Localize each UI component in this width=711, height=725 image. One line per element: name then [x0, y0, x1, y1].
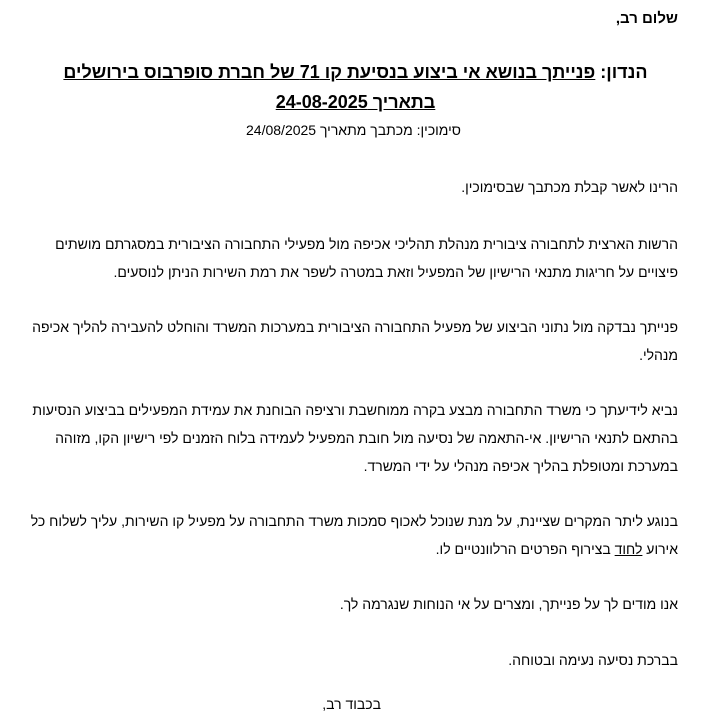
subject-line-2: בתאריך 24-08-2025 [275, 92, 436, 112]
subject-line-1 [0, 57, 711, 87]
paragraph-enforcement: הרשות הארצית לתחבורה ציבורית מנהלת תהליכי אכיפה מול מפעילי התחבורה הציבורית במסגרתם מושתים פיצויים על חריגות מתנאי הרישיון של המפעיל וזאת במטרה לשפר את רמת השירות הניתן לנוסעים. [55, 236, 678, 280]
paragraph-review: פנייתך נבדקה מול נתוני הביצוע של מפעיל התחבורה הציבורית במערכות המשרד והוחלט להעבירה להליך אכיפה מנהלי. [32, 319, 678, 363]
paragraph-thanks: אנו מודים לך על פנייתך, ומצרים על אי הנוחות שנגרמה לך. [339, 596, 678, 612]
paragraph-acknowledgement: הרינו לאשר קבלת מכתבך שבסימוכין. [461, 179, 678, 195]
paragraph-blessing: בברכת נסיעה נעימה ובטוחה. [508, 652, 678, 668]
closing-signature: בכבוד רב, [322, 696, 381, 712]
subject-heading [0, 57, 711, 117]
paragraph-other-cases-part2: בצירוף הפרטים הרלוונטיים לו. [435, 541, 615, 557]
subject-prefix: הנדון: [595, 62, 648, 82]
paragraph-other-cases [26, 507, 678, 563]
paragraph-other-cases-part1: בנוגע ליתר המקרים שציינת, על מנת שנוכל לאכוף סמכות משרד התחבורה על מפעיל קו השירות, עליך לשלוח כל אירוע [30, 513, 678, 557]
subject-title: פנייתך בנושא אי ביצוע בנסיעת קו 71 של חברת סופרבוס בירושלים [63, 62, 596, 82]
reference-line: סימוכין: מכתבך מתאריך 24/08/2025 [246, 122, 461, 138]
separately-underlined: לחוד [614, 541, 643, 557]
greeting: שלום רב, [615, 10, 678, 27]
paragraph-monitoring: נביא לידיעתך כי משרד התחבורה מבצע בקרה ממוחשבת ורציפה הבוחנת את עמידת המפעילים בביצוע הנסיעות בהתאם לתנאי הרישיון. אי-התאמה של נסיעה מול חובת המפעיל לעמידה בלוח הזמנים לפי רישיון הקו, מזוהה במערכת ומטופלת בהליך אכיפה מנהלי על ידי המשרד. [32, 402, 678, 474]
